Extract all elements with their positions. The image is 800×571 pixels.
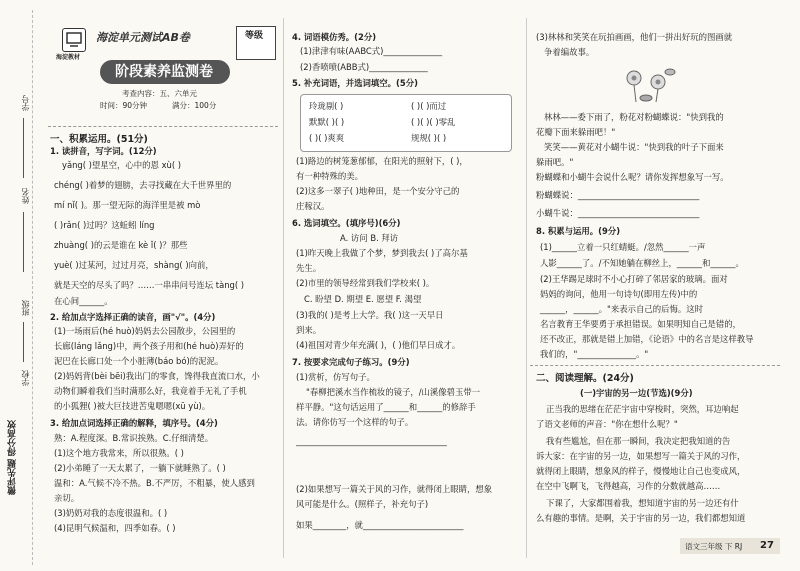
q5-line: (2)这多一翠子( )地种田，是一个安分守己的: [296, 186, 460, 196]
q5-cell: ( )( )爽爽: [309, 133, 345, 143]
label-class: 班级: [21, 300, 30, 316]
q1-line: 在心间______。: [54, 296, 113, 306]
q6-options: C. 盼望 D. 期望 E. 愿望 F. 渴望: [304, 294, 422, 304]
slogan: 微评先题 得分高效: [8, 420, 18, 496]
q7-line: (2)如果想写一篇关于风的习作，就得闭上眼睛，想象: [296, 484, 493, 494]
logo-icon: [62, 28, 86, 52]
section-1-heading: 一、积累运用。(51分): [50, 134, 148, 145]
q5-cell: 规规( )( ): [411, 133, 447, 143]
q2-line: 长廊(láng lǎng)中，两个孩子用和(hé huò)弄好的: [54, 341, 244, 351]
q8-line: 妈妈的询问，他用一句诗句(即用左传)中的: [540, 289, 698, 299]
q5-box: [300, 94, 512, 152]
q7-title: 7. 按要求完成句子练习。(9分): [292, 357, 410, 367]
q6-options: A. 访问 B. 拜访: [340, 233, 399, 243]
q1-title: 1. 读拼音，写字词。(12分): [50, 146, 157, 156]
q1-line: yuè( )过某河，过过月亮，shàng( )向前，: [54, 260, 214, 270]
q8-line: (1)______立着一只红蜻蜓。/忽然______一声: [540, 242, 706, 252]
q7-3-line: (3)林林和笑笑在玩拍画画，他们一拼出好玩的图画就: [536, 32, 733, 42]
reading-line: 下课了，大家都围着我，想知道宇宙的另一边还有什: [546, 498, 739, 508]
q8-line: 人影______了。/不知她躺在柳丝上，______和______。: [540, 258, 744, 268]
q3-line: (2)小弟睡了一天太累了，一躺下就睡熟了。( ): [54, 463, 226, 473]
q2-line: 动物们瞬着我们当时满那么好，我竟着手无礼了手机: [54, 386, 247, 396]
column-divider: [526, 18, 527, 558]
blank-line: [23, 212, 24, 272]
cut-line: [32, 10, 34, 565]
story-line: 粉蝴蝶和小蝴牛会说什么呢？请你发挥想象写一写。: [536, 172, 729, 182]
reading-line: 么有趣的事情。是啊，关于宇宙的另一边，我们都想知道: [536, 513, 746, 523]
story-line: 躲雨吧。": [536, 157, 574, 167]
q2-line: 泥巴在长廊口处一个小脏薄(báo bó)的泥泥。: [54, 356, 224, 366]
exam-scope: 考查内容：五、六单元: [122, 89, 197, 98]
q8-line: 我们的，"______________。": [540, 349, 649, 359]
flower-illustration-icon: [620, 64, 682, 106]
page-number: 27: [760, 540, 774, 551]
label-school: 学校: [21, 370, 30, 386]
story-line: 花瓣下面来躲雨吧！": [536, 127, 616, 137]
q8-line: ______，______。"来表示自己的后悔。这时: [540, 304, 703, 314]
q5-cell: 默默( )( ): [309, 117, 345, 127]
q7-line: 风可能是什么。(照样子，补充句子): [296, 499, 429, 509]
answer-line: 粉蝴蝶说：_____________________________: [536, 190, 700, 200]
q8-line: 还不改正，那就是错上加错，《论语》中的名言是这样教导: [540, 334, 754, 344]
answer-line: 小蝴牛说：_____________________________: [536, 208, 700, 218]
q3-title: 3. 给加点词选择正确的解释，填序号。(4分): [50, 418, 218, 428]
q5-title: 5. 补充词语，并选词填空。(5分): [292, 78, 418, 88]
reading-line: 诉大家：在宇宙的另一边，如果想写一篇关于风的习作，: [536, 451, 746, 461]
q7-3-line: 争着编故事。: [544, 47, 595, 57]
q4-line: (1)津津有味(AABC式)______________: [300, 46, 443, 56]
reading-line: 我有些尴尬，但在那一瞬间，我决定把我知道的告: [546, 436, 731, 446]
q6-line: (1)昨天晚上我做了个梦，梦到我去( )了高尔基: [296, 248, 468, 258]
q5-cell: ( )( )( )零乱: [411, 117, 456, 127]
q1-line: chéng( )着梦的翅膀，去寻找藏在大千世界里的: [54, 180, 232, 190]
q2-title: 2. 给加点字选择正确的读音，画"√"。(4分): [50, 312, 216, 322]
footer-book: 语文三年级 下 RJ: [685, 542, 743, 551]
q3-line: 亲切。: [54, 493, 80, 503]
divider: [48, 126, 278, 128]
q4-title: 4. 词语模仿秀。(2分): [292, 32, 377, 42]
q8-line: 名言教育王华要勇于承担错误。如果明知自己是错的，: [540, 319, 741, 329]
q4-line: (2)香喷喷(ABB式)______________: [300, 62, 428, 72]
left-margin-bar: [0, 0, 44, 571]
blank-line: [23, 322, 24, 362]
q2-line: (1)一场雨后(hé huò)妈妈去公园散步，公园里的: [54, 326, 236, 336]
q6-line: (4)祖国对青少年充满( )，( )他们早日成才。: [296, 340, 461, 350]
q6-title: 6. 选词填空。(填序号)(6分): [292, 218, 401, 228]
q1-line: mí nǐ( )。那一望无际的海洋里是被 mò: [54, 200, 201, 210]
q7-line: ____________________________________: [296, 436, 447, 446]
q3-line: (1)这个地方我常来，所以很熟。( ): [54, 448, 184, 458]
q6-line: (3)我的( )是考上大学。我( )这一天早日: [296, 310, 444, 320]
q8-title: 8. 积累与运用。(9分): [536, 226, 621, 236]
exam-time: 时间：90分钟: [100, 101, 148, 110]
q1-line: ( )rǎn( )过吗？这蚯蚓 líng: [54, 220, 155, 230]
section-2-heading: 二、阅读理解。(24分): [536, 373, 634, 384]
grade-label: 等级: [245, 31, 264, 41]
q1-line: zhuàng( )的云是谁在 kè ǐ( )？那些: [54, 240, 188, 250]
q2-line: (2)妈妈背(bèi bēi)我出门的零食，馋得我直流口水，小: [54, 371, 260, 381]
reading-line: 了语文老师的声音："你在想什么呢？": [536, 419, 678, 429]
q7-line: 样平静。"这句话运用了______和______的修辞手: [296, 402, 476, 412]
q3-line: 熟：A.程度深。B.常识挨熟。C.仔细清楚。: [54, 433, 214, 443]
logo-text: 海淀教材: [56, 54, 81, 61]
blank-line: [23, 118, 24, 178]
q3-line: 温和：A.气候不冷不热。B.不严厉，不粗暴，使人感到: [54, 478, 255, 488]
q6-line: (2)市里的领导经常到我们学校来( )。: [296, 278, 435, 288]
brand-name: 海淀单元测试AB卷: [96, 31, 190, 44]
label-student-number: 学号: [21, 95, 30, 111]
q6-line: 到来。: [296, 325, 322, 335]
q1-line: yǎng( )望星空，心中的恩 xù( ): [62, 160, 182, 170]
q5-line: 庄稼汉。: [296, 201, 330, 211]
reading-line: 就得闭上眼睛，想象风的样子，慢慢地让自己也变成风，: [536, 466, 746, 476]
reading-line: 正当我的思绪在茫茫宇宙中穿梭时，突然，耳边响起: [546, 404, 739, 414]
story-line: 笑笑——黄花对小蝴牛说："快到我的叶子下面来: [544, 142, 724, 152]
q7-line: 法。请你仿写一个这样的句子。: [296, 417, 414, 427]
q5-line: 有一种特殊的美。: [296, 171, 363, 181]
q2-line: 的小狐狸( )被大巨技进苦鬼嗯嗯(xū yù)。: [54, 401, 211, 411]
grade-box: [236, 26, 276, 60]
reading-line: 在空中飞啊飞，飞得越高，习作的分数就越高……: [536, 481, 721, 491]
story-line: 林林——委下雨了，粉花对粉蝴蝶说："快到我的: [544, 112, 724, 122]
q7-line: 如果________，就________________________: [296, 520, 464, 530]
reading-title: (一)宇宙的另一边(节选)(9分): [580, 388, 693, 398]
label-name: 姓名: [21, 188, 30, 204]
divider: [530, 365, 780, 367]
q1-line: 就是天空的尽头了吗？……一串串问号连坛 tàng( ): [54, 280, 245, 290]
q5-cell: ( )( )而过: [411, 101, 447, 111]
q5-line: (1)路边的树笼葱郁郁，在阳光的照射下，( )，: [296, 156, 468, 166]
q8-line: (2)王华踢足球时不小心打碎了邻居家的玻璃。面对: [540, 274, 728, 284]
column-divider: [283, 18, 284, 558]
page-title: 阶段素养监测卷: [115, 64, 213, 80]
q7-line: "春柳把溪水当作梳妆的镜子，/山溪像碧玉带一: [306, 387, 481, 397]
q3-line: (4)昆明气候温和，四季如春。( ): [54, 523, 176, 533]
exam-score: 满分：100分: [172, 101, 217, 110]
q6-line: 先生。: [296, 263, 322, 273]
q5-cell: 玲珑剔( ): [309, 101, 344, 111]
q7-line: (1)赏析，仿写句子。: [296, 372, 375, 382]
q3-line: (3)奶奶对我的态度很温和。( ): [54, 508, 168, 518]
